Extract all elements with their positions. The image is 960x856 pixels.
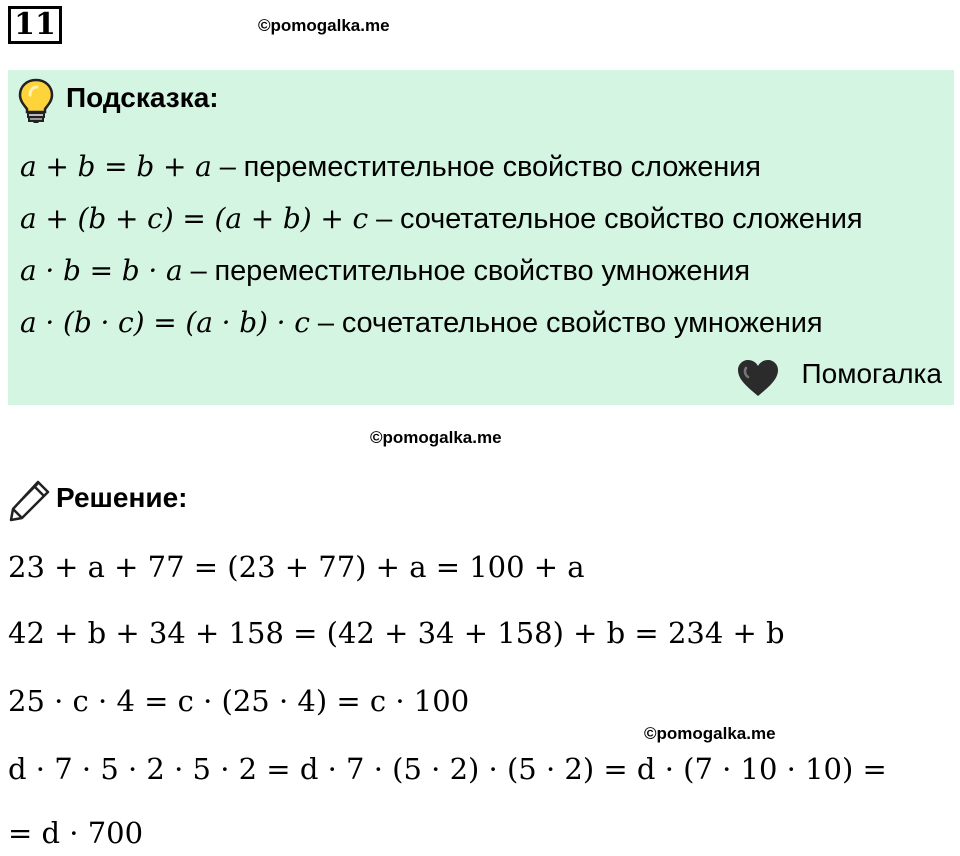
solution-line-3: 25 · c · 4 = c · (25 · 4) = c · 100 <box>8 684 470 718</box>
lightbulb-icon <box>18 78 54 124</box>
watermark: ©pomogalka.me <box>644 724 776 743</box>
task-number: 11 <box>8 6 62 44</box>
heart-icon <box>736 358 780 398</box>
solution-line-5: = d · 700 <box>8 816 144 850</box>
hint-text: – переместительное свойство умножения <box>182 255 751 287</box>
hint-formula: a · (b · c) = (a · b) · c <box>20 306 310 339</box>
hint-line-4 <box>20 306 822 340</box>
solution-line-4: d · 7 · 5 · 2 · 5 · 2 = d · 7 · (5 · 2) · (5 · 2) = d · (7 · 10 · 10) = <box>8 752 887 786</box>
hint-line-2 <box>20 202 862 236</box>
hint-formula: a + (b + c) = (a + b) + c <box>20 202 369 235</box>
hint-line-3 <box>20 254 750 288</box>
hint-text: – сочетательное свойство умножения <box>309 307 823 339</box>
hint-box <box>8 70 954 405</box>
hint-text: – сочетательное свойство сложения <box>368 203 863 235</box>
brand-label: Помогалка <box>801 358 942 389</box>
hint-formula: a · b = b · a <box>20 254 183 287</box>
hint-line-1 <box>20 150 761 184</box>
hint-text: – переместительное свойство сложения <box>211 151 761 183</box>
solution-line-1: 23 + a + 77 = (23 + 77) + a = 100 + a <box>8 550 585 584</box>
hint-formula: a + b = b + a <box>20 150 212 183</box>
watermark: ©pomogalka.me <box>370 428 502 447</box>
solution-title: Решение: <box>56 482 188 513</box>
solution-line-2: 42 + b + 34 + 158 = (42 + 34 + 158) + b = 234 + b <box>8 616 785 650</box>
watermark: ©pomogalka.me <box>258 16 390 35</box>
hint-title: Подсказка: <box>66 82 219 113</box>
pencil-icon <box>8 478 52 522</box>
